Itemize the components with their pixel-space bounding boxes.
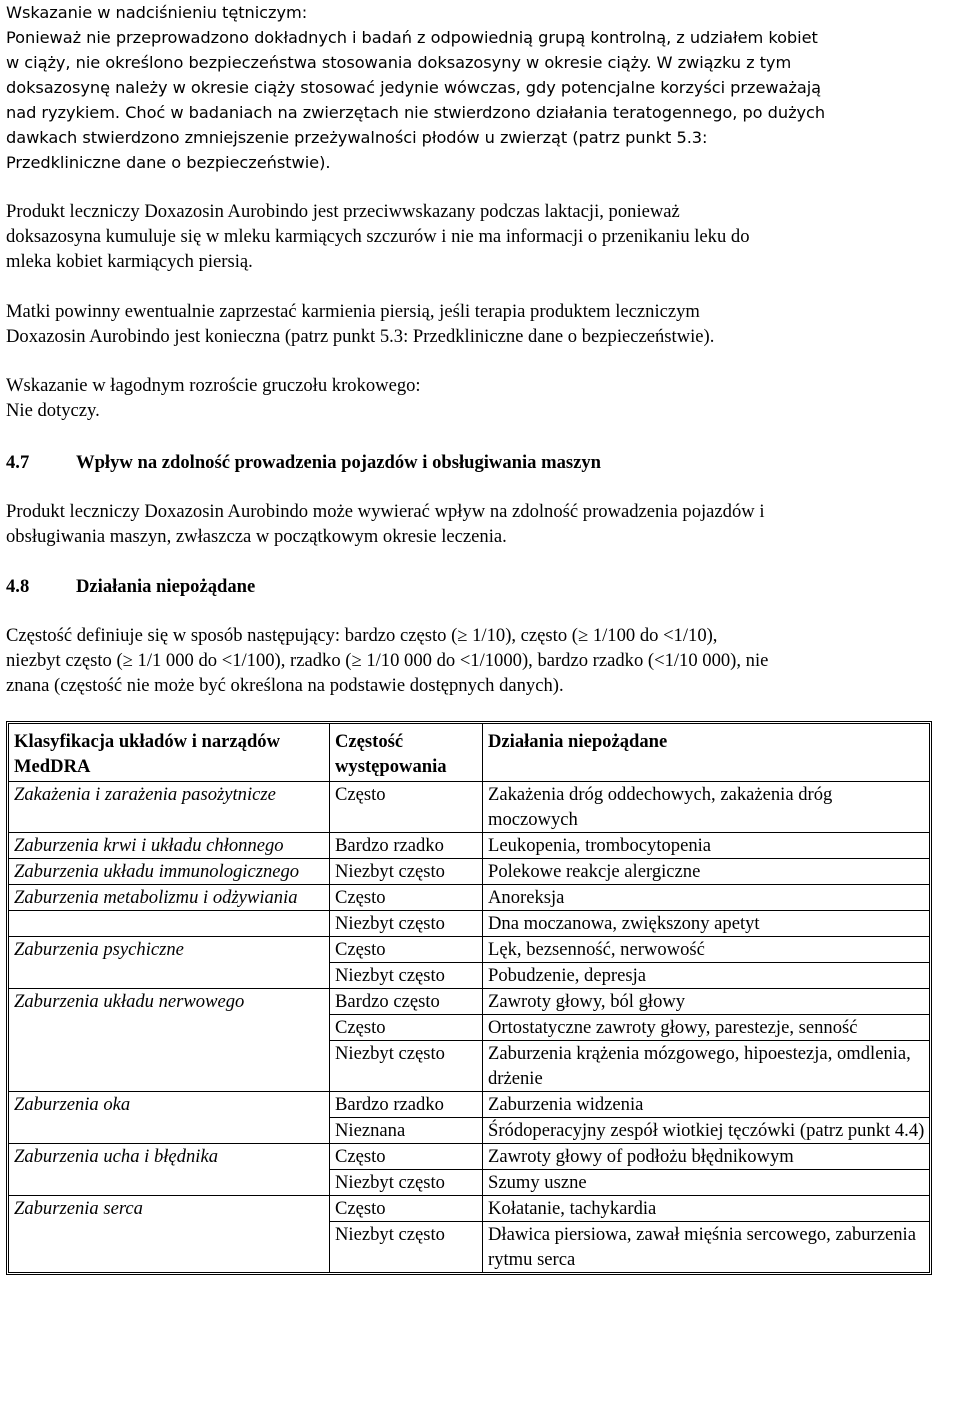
text-line: niezbyt często (≥ 1/1 000 do <1/100), rzadko (≥ 1/10 000 do <1/1000), bardzo rzadko (<1/10 000), nie [6, 650, 769, 671]
text-line: Doxazosin Aurobindo jest konieczna (patrz punkt 5.3: Przedkliniczne dane o bezpieczeństwie). [6, 326, 715, 347]
soc-cell [9, 1015, 330, 1041]
section-4-7-heading [6, 450, 601, 475]
soc-cell: Zaburzenia układu nerwowego [9, 989, 330, 1015]
effect-cell: Zaburzenia widzenia [483, 1092, 929, 1118]
frequency-definition-paragraph [6, 623, 954, 698]
table-row [9, 859, 929, 885]
text-line: mleka kobiet karmiących piersią. [6, 251, 253, 272]
frequency-cell: Nieznana [330, 1118, 483, 1144]
effect-cell: Polekowe reakcje alergiczne [483, 859, 929, 885]
frequency-cell: Bardzo rzadko [330, 1092, 483, 1118]
text-line: doksazosyna kumuluje się w mleku karmiących szczurów i nie ma informacji o przenikaniu leku do [6, 226, 750, 247]
text-line: Wskazanie w nadciśnieniu tętniczym: [6, 3, 308, 22]
soc-cell [9, 963, 330, 989]
effect-cell: Zawroty głowy, ból głowy [483, 989, 929, 1015]
effect-cell: Zakażenia dróg oddechowych, zakażenia dróg moczowych [483, 782, 929, 833]
table-row [9, 963, 929, 989]
effect-cell: Anoreksja [483, 885, 929, 911]
frequency-cell: Niezbyt często [330, 911, 483, 937]
frequency-cell: Bardzo rzadko [330, 833, 483, 859]
frequency-cell: Często [330, 1015, 483, 1041]
soc-cell: Zaburzenia krwi i układu chłonnego [9, 833, 330, 859]
effect-cell: Szumy uszne [483, 1170, 929, 1196]
frequency-cell: Niezbyt często [330, 1222, 483, 1272]
text-line: Wskazanie w łagodnym rozroście gruczołu krokowego: [6, 375, 421, 396]
header-soc: Klasyfikacja układów i narządów MedDRA [9, 724, 330, 782]
text-line: Matki powinny ewentualnie zaprzestać karmienia piersią, jeśli terapia produktem leczniczym [6, 301, 700, 322]
section-4-7-paragraph [6, 499, 954, 549]
table-row [9, 1041, 929, 1092]
text-line: w ciąży, nie określono bezpieczeństwa stosowania doksazosyny w okresie ciąży. W związku z tym [6, 53, 792, 72]
lactation-paragraph [6, 199, 954, 274]
text-line: nad ryzykiem. Choć w badaniach na zwierzętach nie stwierdzono działania teratogennego, po dużych [6, 103, 826, 122]
text-line: obsługiwania maszyn, zwłaszcza w początkowym okresie leczenia. [6, 526, 507, 547]
header-frequency: Częstość występowania [330, 724, 483, 782]
effect-cell: Lęk, bezsenność, nerwowość [483, 937, 929, 963]
frequency-cell: Niezbyt często [330, 963, 483, 989]
table-row [9, 1196, 929, 1222]
soc-cell [9, 1222, 330, 1272]
table-row [9, 1015, 929, 1041]
bph-paragraph [6, 373, 954, 423]
text-line: Nie dotyczy. [6, 400, 100, 421]
effect-cell: Kołatanie, tachykardia [483, 1196, 929, 1222]
soc-cell: Zaburzenia układu immunologicznego [9, 859, 330, 885]
text-line: Ponieważ nie przeprowadzono dokładnych i badań z odpowiednią grupą kontrolną, z udziałem kobiet [6, 28, 818, 47]
text-line: znana (częstość nie może być określona na podstawie dostępnych danych). [6, 675, 564, 696]
text-line: dawkach stwierdzono zmniejszenie przeżywalności płodów u zwierząt (patrz punkt 5.3: [6, 128, 708, 147]
section-4-8-heading [6, 574, 255, 599]
effect-cell: Zawroty głowy of podłożu błędnikowym [483, 1144, 929, 1170]
soc-cell: Zaburzenia oka [9, 1092, 330, 1118]
frequency-cell: Często [330, 937, 483, 963]
text-line: Przedkliniczne dane o bezpieczeństwie). [6, 153, 331, 172]
frequency-cell: Często [330, 1196, 483, 1222]
header-effects: Działania niepożądane [483, 724, 929, 782]
frequency-cell: Niezbyt często [330, 859, 483, 885]
text-line: Produkt leczniczy Doxazosin Aurobindo jest przeciwwskazany podczas laktacji, ponieważ [6, 201, 680, 222]
hypertension-paragraph [6, 0, 954, 175]
adverse-effects-table [6, 721, 932, 1275]
table-row [9, 937, 929, 963]
section-title: Wpływ na zdolność prowadzenia pojazdów i obsługiwania maszyn [76, 452, 602, 473]
section-number: 4.8 [6, 576, 30, 597]
section-number: 4.7 [6, 452, 30, 473]
soc-cell: Zakażenia i zarażenia pasożytnicze [9, 782, 330, 833]
table-row [9, 833, 929, 859]
table-row [9, 1118, 929, 1144]
frequency-cell: Bardzo często [330, 989, 483, 1015]
section-title: Działania niepożądane [76, 576, 256, 597]
frequency-cell: Niezbyt często [330, 1041, 483, 1092]
soc-cell [9, 1170, 330, 1196]
text-line: doksazosynę należy w okresie ciąży stosować jedynie wówczas, gdy potencjalne korzyści przeważają [6, 78, 822, 97]
table-row [9, 885, 929, 911]
soc-cell [9, 1041, 330, 1092]
effect-cell: Zaburzenia krążenia mózgowego, hipoestezja, omdlenia, drżenie [483, 1041, 929, 1092]
effect-cell: Dławica piersiowa, zawał mięśnia sercowego, zaburzenia rytmu serca [488, 1224, 916, 1270]
soc-cell: Zaburzenia psychiczne [9, 937, 330, 963]
mothers-paragraph [6, 299, 954, 349]
soc-cell [9, 911, 330, 937]
frequency-cell: Często [330, 885, 483, 911]
table-row [9, 1170, 929, 1196]
frequency-cell: Często [330, 782, 483, 833]
soc-cell: Zaburzenia serca [9, 1196, 330, 1222]
table-row [9, 1092, 929, 1118]
effect-cell: Dna moczanowa, zwiększony apetyt [483, 911, 929, 937]
soc-cell: Zaburzenia ucha i błędnika [9, 1144, 330, 1170]
table-header-row [9, 724, 929, 782]
table-row [9, 1144, 929, 1170]
soc-cell: Zaburzenia metabolizmu i odżywiania [9, 885, 330, 911]
effect-cell: Śródoperacyjny zespół wiotkiej tęczówki (patrz punkt 4.4) [483, 1118, 929, 1144]
table-row [9, 989, 929, 1015]
effect-cell: Pobudzenie, depresja [483, 963, 929, 989]
table-row [9, 782, 929, 833]
text-line: Produkt leczniczy Doxazosin Aurobindo może wywierać wpływ na zdolność prowadzenia pojazdów i [6, 501, 765, 522]
soc-cell [9, 1118, 330, 1144]
frequency-cell: Niezbyt często [330, 1170, 483, 1196]
table-row [9, 911, 929, 937]
table-row [9, 1222, 929, 1272]
effect-cell: Ortostatyczne zawroty głowy, parestezje, senność [483, 1015, 929, 1041]
text-line: Częstość definiuje się w sposób następujący: bardzo często (≥ 1/10), często (≥ 1/100 do <1/10), [6, 625, 718, 646]
effect-cell: Leukopenia, trombocytopenia [483, 833, 929, 859]
frequency-cell: Często [330, 1144, 483, 1170]
